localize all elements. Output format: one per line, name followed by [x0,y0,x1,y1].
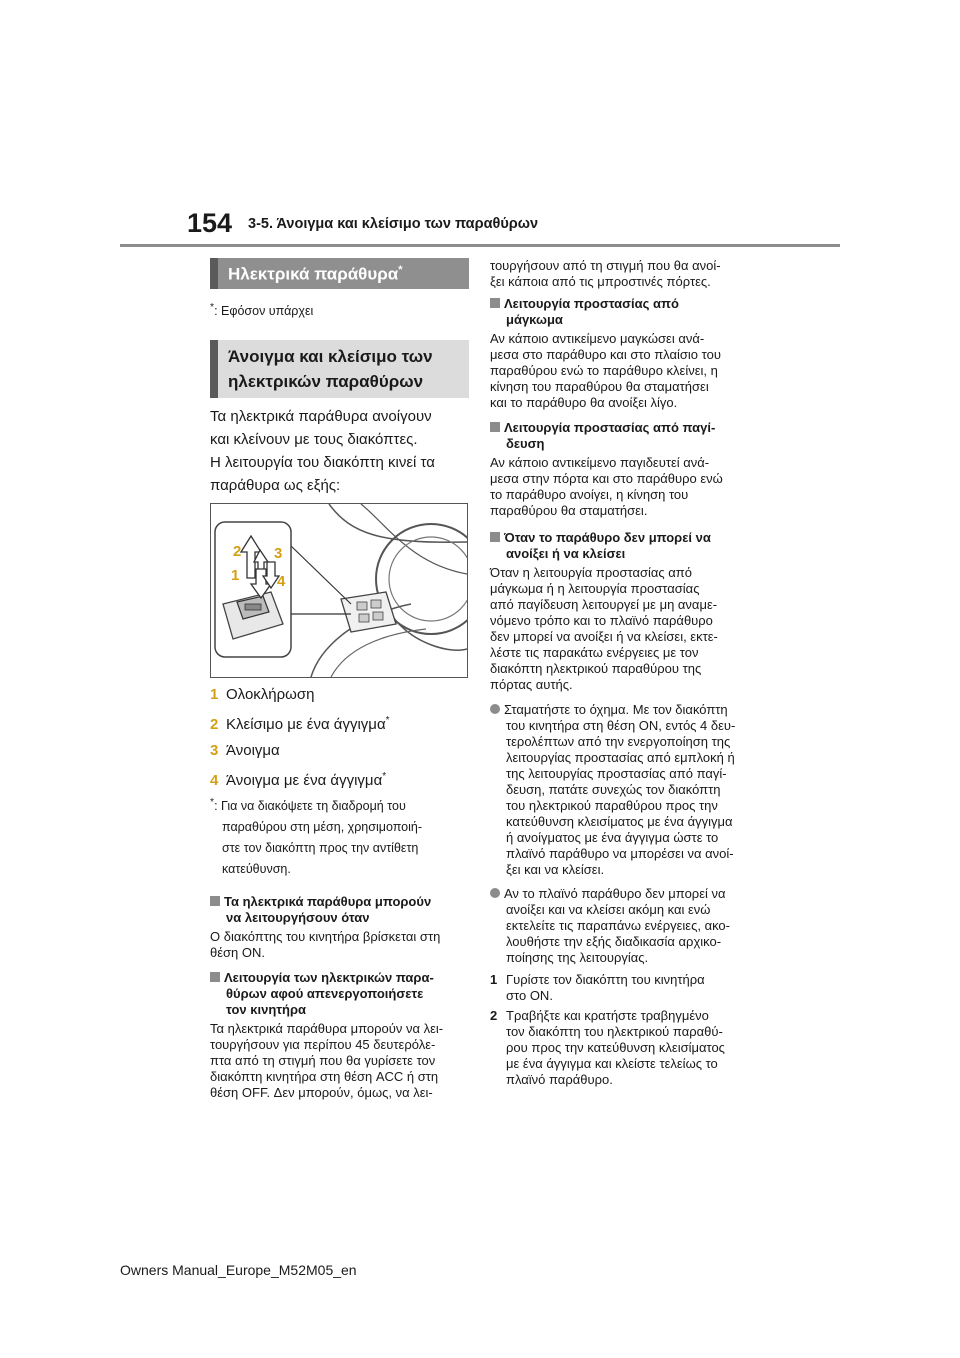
operation-list [210,682,472,794]
square-bullet-icon [490,532,500,542]
bullet-initialization: Αν το πλαϊνό παράθυρο δεν μπορεί να ανοίξει και να κλείσει ακόμη και ενώ εκτελείτε τις παραπάνω ενέργειες, ακο- λουθήστε την εξής διαδικασία αρχικο- ποίησης της λειτουργίας. [490,886,752,966]
list-item: 3 Άνοιγμα [210,742,280,759]
block-catch-protection: Λειτουργία προστασίας από παγί- δευση Αν κάποιο αντικείμενο παγιδευτεί ανά- μεσα στην πόρτα και στο παράθυρο ενώ το παράθυρο ανοίγει, η κίνηση του παραθύρου θα σταματήσει. [490,420,723,518]
page-number: 154 [187,208,233,238]
block-window-cannot-open-close: Όταν το παράθυρο δεν μπορεί να ανοίξει ή να κλείσει Όταν η λειτουργία προστασίας από μάγκωμα ή η λειτουργία προστασίας από παγίδευση λειτουργεί με μη αναμε- νόμενο τρόπο και το πλαϊνό παράθυρο δεν μπορεί να ανοίξει ή να κλείσει, εκτε- λέστε τις παρακάτω ενέργειες με τον διακόπτη ηλεκτρικού παραθύρου της πόρτας αυτής. [490,530,718,692]
figure-label-4: 4 [277,573,286,590]
figure-label-1: 1 [231,567,240,584]
block-windows-operate-when: Τα ηλεκτρικά παράθυρα μπορούν να λειτουργήσουν όταν Ο διακόπτης του κινητήρα βρίσκεται στη θέση ON. [210,894,441,960]
list-item: 4 Άνοιγμα με ένα άγγιγμα* [210,771,387,789]
footer-manual-id: Owners Manual_Europe_M52M05_en [120,1262,357,1278]
list-note: *: Για να διακόψετε τη διαδρομή του παραθύρου στη μέση, χρησιμοποιή- στε τον διακόπτη προς την αντίθετη κατεύθυνση. [210,797,423,877]
header-rule [120,244,840,247]
square-bullet-icon [490,298,500,308]
square-bullet-icon [210,972,220,982]
subsection-title-line2: ηλεκτρικών παραθύρων [228,372,424,391]
list-item: 1 Ολοκλήρωση [210,686,315,703]
square-bullet-icon [210,896,220,906]
list-item: 2 Κλείσιμο με ένα άγγιγμα* [210,715,390,733]
step-item: 1 Γυρίστε τον διακόπτη του κινητήρα [490,972,705,987]
block-jam-protection: Λειτουργία προστασίας από μάγκωμα Αν κάποιο αντικείμενο μαγκώσει ανά- μεσα στο παράθυρο και στο πλαίσιο του παραθύρου ενώ το παράθυρο κλείνει, η κίνηση του παραθύρου θα σταματήσει και το παράθυρο θα ανοίξει λίγο. [490,296,721,410]
intro-text: Τα ηλεκτρικά παράθυρα ανοίγουν και κλείνουν με τους διακόπτες. Η λειτουργία του διακόπτη κινεί τα παράθυρα ως εξής: [210,408,435,494]
square-bullet-icon [490,422,500,432]
subsection-title-box [210,340,469,398]
window-switch-figure [210,503,468,678]
section-title-box [210,258,469,289]
round-bullet-icon [490,704,500,714]
step-item: 2 Τραβήξτε και κρατήστε τραβηγμένο [490,1008,709,1023]
round-bullet-icon [490,888,500,898]
availability-note: *: Εφόσον υπάρχει [210,302,314,319]
bullet-stop-vehicle: Σταματήστε το όχημα. Με τον διακόπτη του κινητήρα στη θέση ON, εντός 4 δευ- τερολέπτων από την ενεργοποίηση της λειτουργίας προστασίας από εμπλοκή ή της λειτουργίας προστασίας από παγί- δευση, πατάτε συνεχώς τον διακόπτη του ηλεκτρικού παραθύρου προς την κατεύθυνση κλεισίματος με ένα άγγιγμα ή ανοίγματος με ένα άγγιγμα ώστε το πλαϊνό παράθυρο να μπορέσει να ανοί- ξει και να κλείσει. [490,702,752,878]
figure-label-2: 2 [233,543,242,560]
section-title: Ηλεκτρικά παράθυρα* [228,264,403,284]
continued-text: τουργήσουν από τη στιγμή που θα ανοί- ξει κάποια από τις μπροστινές πόρτες. [490,258,721,289]
door-switch-illustration [211,504,467,677]
block-operation-after-engine-off: Λειτουργία των ηλεκτρικών παρα- θύρων αφού απενεργοποιήσετε τον κινητήρα Τα ηλεκτρικά παράθυρα μπορούν να λει- τουργήσουν για περίπου 45 δευτερόλε- πτα από τη στιγμή που θα γυρίσετε τον διακόπτη κινητήρα στη θέση ACC ή στη θέση OFF. Δεν μπορούν, όμως, να λει- [210,970,444,1100]
figure-label-3: 3 [274,545,283,562]
subsection-title-line1: Άνοιγμα και κλείσιμο των [228,347,433,366]
initialization-steps: 1 Γυρίστε τον διακόπτη του κινητήρα στο ON. 2 Τραβήξτε και κρατήστε τραβηγμένο τον διακόπτη του ηλεκτρικού παραθύ- ρου προς την κατεύθυνση κλεισίματος με ένα άγγιγμα και κλείστε τελείως το πλαϊνό παράθυρο. [490,972,752,1088]
chapter-title: 3-5. Άνοιγμα και κλείσιμο των παραθύρων [248,216,539,232]
